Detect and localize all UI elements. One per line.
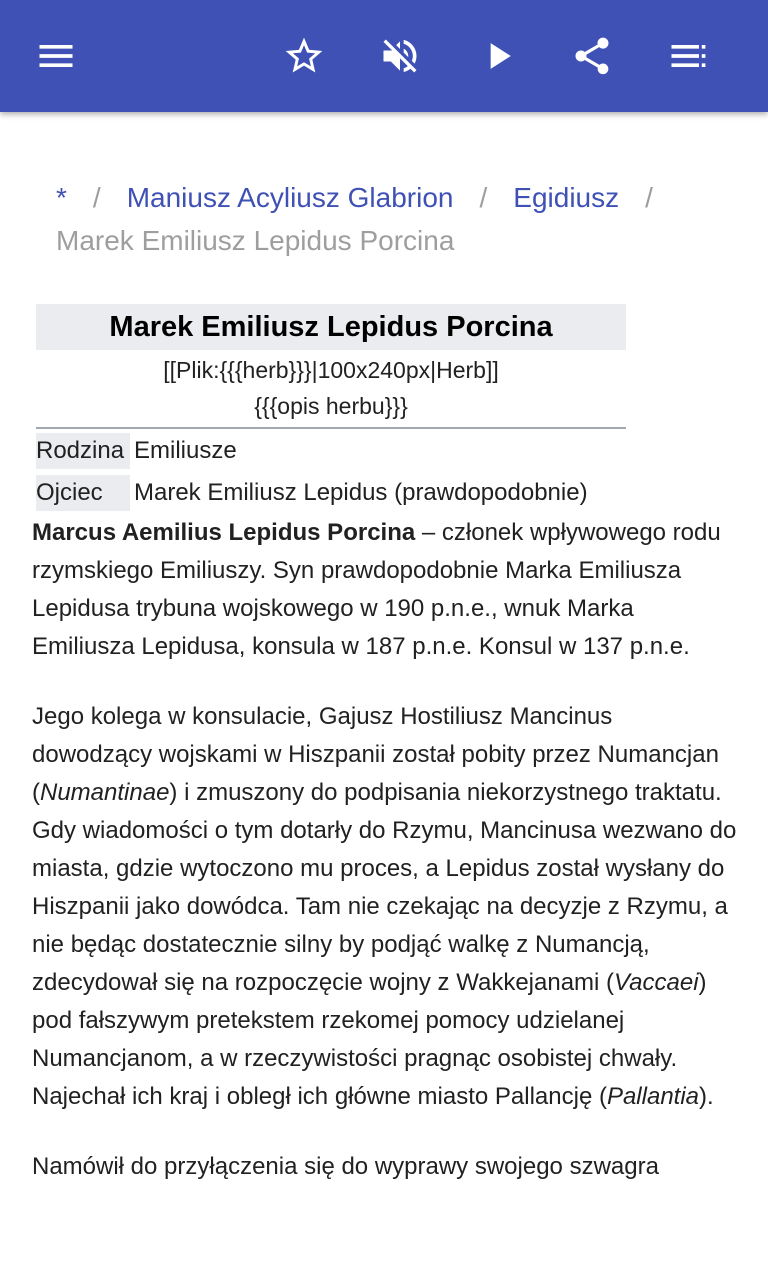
menu-button[interactable] [28, 28, 84, 84]
paragraph-text: Jego kolega w konsulacie, Gajusz Hostiliusz Mancinus dowodzący wojskami w Hiszpanii został pobity przez Numancjan ( [32, 703, 719, 806]
paragraph-text: ). [699, 1083, 714, 1110]
latin-term: Vaccaei [614, 969, 699, 996]
latin-term: Numantinae [40, 779, 170, 806]
infobox-key: Rodzina [36, 433, 130, 469]
infobox-row-father [36, 471, 626, 513]
star-icon [282, 34, 326, 78]
breadcrumb-separator: / [92, 182, 101, 213]
volume-off-icon [378, 34, 422, 78]
infobox-value: Emiliusze [134, 437, 237, 464]
share-icon [570, 34, 614, 78]
paragraph-history [32, 698, 738, 1116]
infobox-herb-description: {{{opis herbu}}} [254, 393, 408, 419]
infobox-title: Marek Emiliusz Lepidus Porcina [36, 304, 626, 350]
paragraph-intro [32, 514, 738, 666]
article-body [32, 514, 738, 1218]
infobox-herb [36, 350, 626, 429]
infobox [36, 304, 626, 513]
share-button[interactable] [564, 28, 620, 84]
favorite-button[interactable] [276, 28, 332, 84]
paragraph-text: ) i zmuszony do podpisania niekorzystnego traktatu. Gdy wiadomości o tym dotarły do Rzymu, Mancinusa wezwano do miasta, gdzie wytoczono mu proces, a Lepidus został wysłany do Hiszpanii jako dowódca. Tam nie czekając na decyzje z Rzymu, a nie będąc dostatecznie silny by podjąć walkę z Numancją, zdecydował się na rozpoczęcie wojny z Wakkejanami ( [32, 779, 737, 996]
playlist-icon [666, 34, 710, 78]
breadcrumb [56, 176, 716, 262]
breadcrumb-separator: / [479, 182, 488, 213]
latin-term: Pallantia [606, 1083, 700, 1110]
infobox-row-family [36, 429, 626, 471]
paragraph-continued: Namówił do przyłączenia się do wyprawy swojego szwagra [32, 1153, 659, 1180]
infobox-herb-file: [[Plik:{{{herb}}}|100x240px|Herb]] [163, 357, 499, 383]
breadcrumb-item-glabrion[interactable]: Maniusz Acyliusz Glabrion [126, 182, 454, 213]
app-toolbar [0, 0, 768, 112]
play-button[interactable] [470, 28, 526, 84]
menu-icon [34, 34, 78, 78]
paragraph-text: – członek wpływowego rodu rzymskiego Emiliuszy. Syn prawdopodobnie Marka Emiliusza Lepidusa trybuna wojskowego w 190 p.n.e., wnuk Marka Emiliusza Lepidusa, konsula w 187 p.n.e. Konsul w 137 p.n.e. [32, 519, 721, 660]
breadcrumb-separator: / [645, 182, 653, 213]
article-content [0, 112, 768, 1280]
infobox-key: Ojciec [36, 475, 130, 511]
contents-button[interactable] [660, 28, 716, 84]
breadcrumb-item-egidiusz[interactable]: Egidiusz [513, 182, 620, 213]
breadcrumb-item-root[interactable]: * [56, 182, 67, 213]
breadcrumb-current: Marek Emiliusz Lepidus Porcina [56, 225, 455, 256]
play-icon [476, 34, 520, 78]
mute-button[interactable] [372, 28, 428, 84]
infobox-value: Marek Emiliusz Lepidus (prawdopodobnie) [134, 479, 588, 506]
article-subject: Marcus Aemilius Lepidus Porcina [32, 519, 416, 546]
paragraph-text: ) pod fałszywym pretekstem rzekomej pomocy udzielanej Numancjanom, a w rzeczywistości pragnąc osobistej chwały. Najechał ich kraj i obległ ich główne miasto Pallancję ( [32, 969, 707, 1110]
